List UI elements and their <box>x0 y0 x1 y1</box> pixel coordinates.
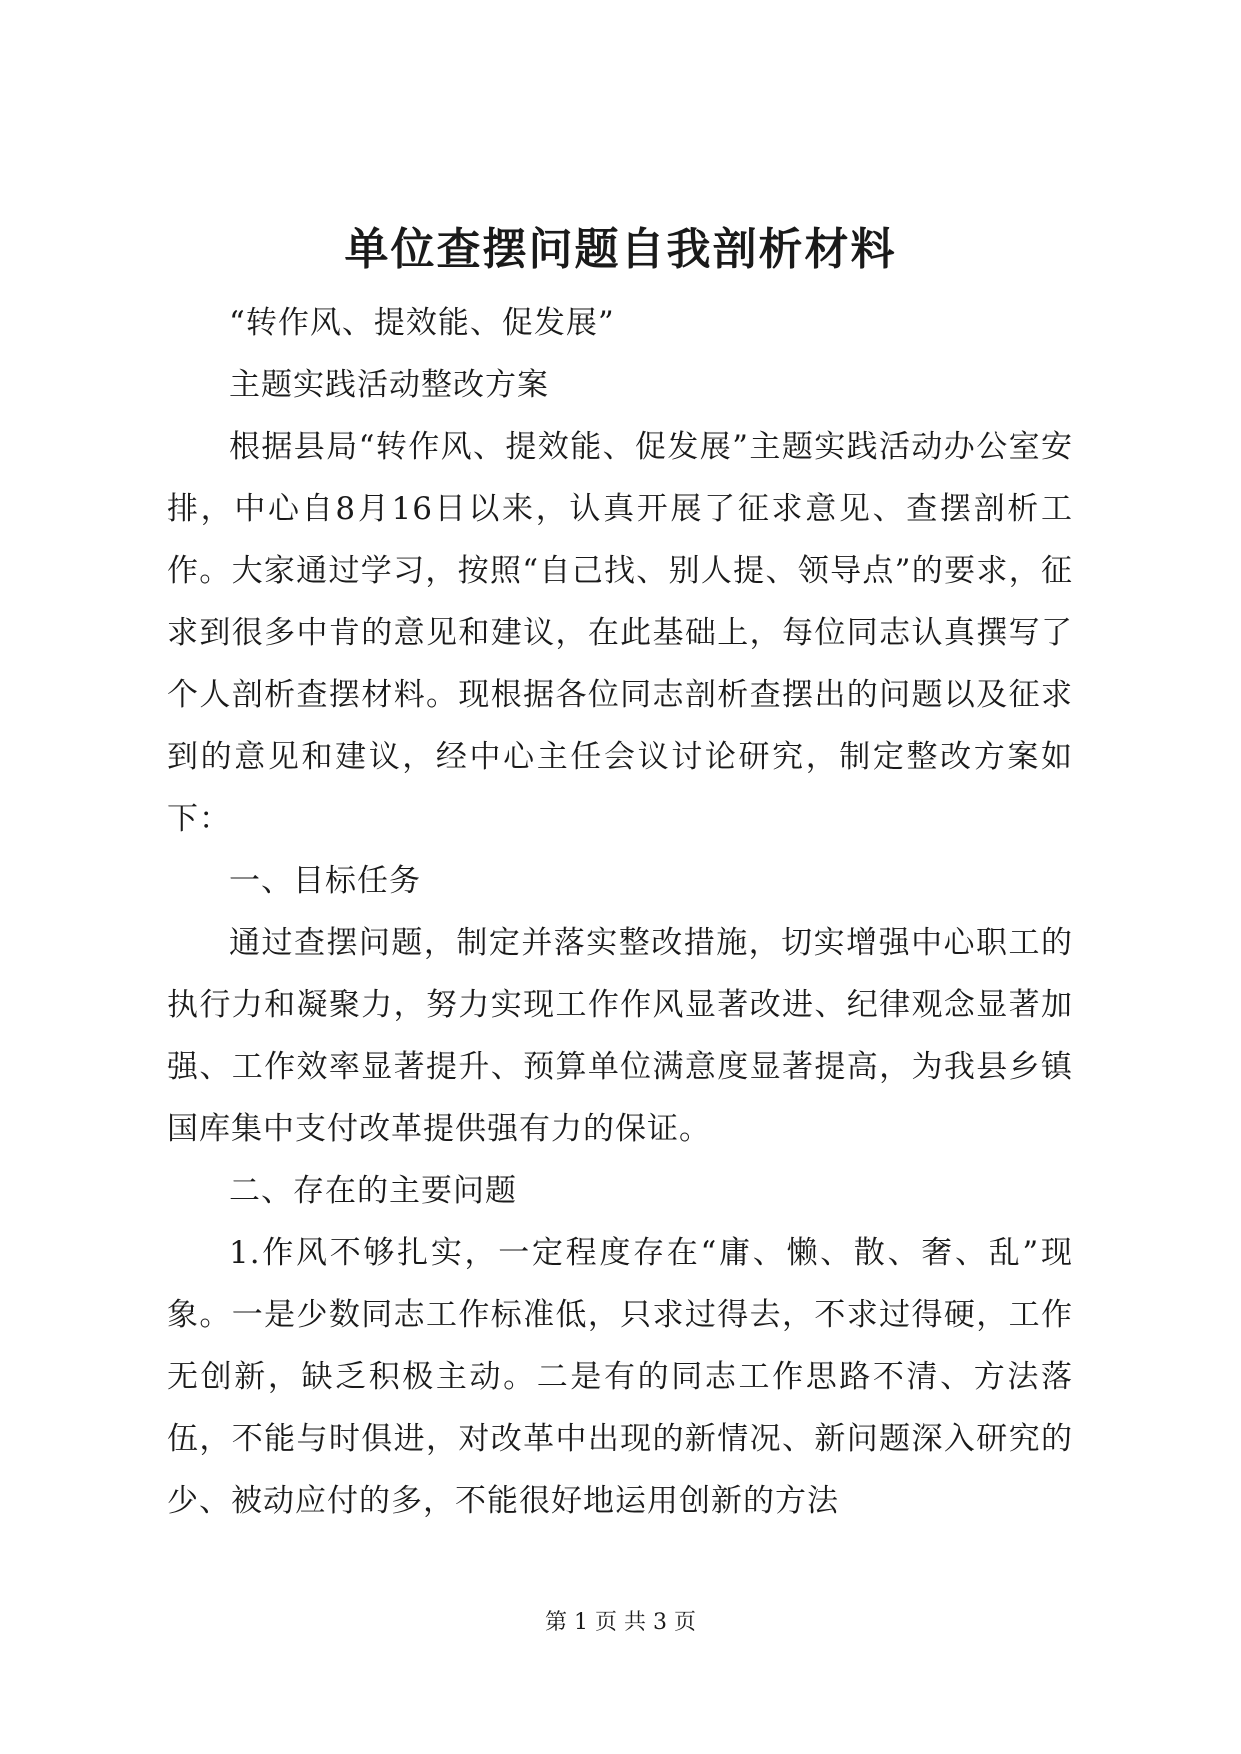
goals-paragraph: 通过查摆问题，制定并落实整改措施，切实增强中心职工的执行力和凝聚力，努力实现工作作风显著改进、纪律观念显著加强、工作效率显著提升、预算单位满意度显著提高，为我县乡镇国库集中支付改革提供强有力的保证。 <box>167 925 1073 1147</box>
intro-paragraph: 根据县局“转作风、提效能、促发展”主题实践活动办公室安排，中心自8月16日以来，认真开展了征求意见、查摆剖析工作。大家通过学习，按照“自己找、别人提、领导点”的要求，征求到很多中肯的意见和建议，在此基础上，每位同志认真撰写了个人剖析查摆材料。现根据各位同志剖析查摆出的问题以及征求到的意见和建议，经中心主任会议讨论研究，制定整改方案如下： <box>167 429 1073 837</box>
section-heading-goals: 一、目标任务 <box>229 863 421 899</box>
problems-paragraph: 1.作风不够扎实，一定程度存在“庸、懒、散、奢、乱”现象。一是少数同志工作标准低，只求过得去，不求过得硬，工作无创新，缺乏积极主动。二是有的同志工作思路不清、方法落伍，不能与时俱进，对改革中出现的新情况、新问题深入研究的少、被动应付的多，不能很好地运用创新的方法 <box>167 1235 1073 1519</box>
subtitle-line: 主题实践活动整改方案 <box>229 367 549 403</box>
page-footer: 第 1 页 共 3 页 <box>545 1610 696 1635</box>
document-title: 单位查摆问题自我剖析材料 <box>344 224 897 275</box>
slogan-line: “转作风、提效能、促发展” <box>229 305 615 341</box>
section-heading-problems: 二、存在的主要问题 <box>229 1173 517 1209</box>
document-body <box>167 292 1073 1532</box>
